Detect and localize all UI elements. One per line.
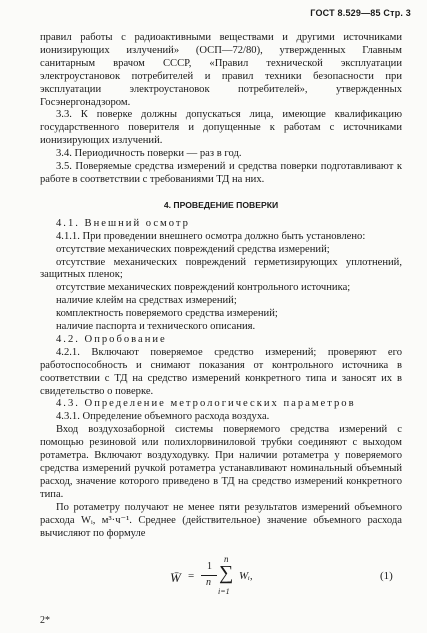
page-header: ГОСТ 8.529—85 Стр. 3 [310,8,411,18]
paragraph-4-3-1: 4.3.1. Определение объемного расхода воздуха. [56,411,270,423]
formula-sum-sign: ∑ [219,562,234,584]
formula-fraction-bar [201,575,217,576]
formula-sum-lower: i=1 [218,587,230,596]
section-title: 4. ПРОВЕДЕНИЕ ПОВЕРКИ [163,199,279,210]
formula-fraction-denominator: n [206,577,211,588]
subsection-4-2: 4.2. Опробование [56,333,167,345]
formula-lhs: W̄ [170,570,181,585]
formula-equals: = [188,570,195,582]
formula-1 [100,556,402,600]
body-text [40,32,402,540]
formula-term: Wᵢ, [239,570,253,582]
page-footer-mark: 2* [40,615,50,626]
paragraph-osp-continuation: правил работы с радиоактивными веществами и другими источниками ионизирующих излучений» (ОСП—72/80), утвержденных Главным санитарным врачом СССР, «Правил технической эксплуатации электроустановок потребителей и правил техники безопасности при эксплуатации электроустановок потребителей», утвержденных Госэнергонадзором. [40,32,402,108]
list-item: отсутствие механических повреждений средства измерений; [56,243,330,255]
list-item: отсутствие механических повреждений контрольного источника; [56,282,351,294]
paragraph-3-3: 3.3. К поверке должны допускаться лица, имеющие квалификацию государственного поверителя и допущенные к работам с источниками ионизирующих излучений. [40,109,402,147]
paragraph-3-4: 3.4. Периодичность поверки — раз в год. [56,148,242,160]
paragraph-4-1-1: 4.1.1. При проведении внешнего осмотра должно быть установлено: [56,230,366,242]
formula-fraction-numerator: 1 [207,561,212,572]
list-item: отсутствие механических повреждений герметизирующих уплотнений, защитных пленок; [40,256,402,281]
list-item: наличие паспорта и технического описания. [56,321,256,333]
list-item: наличие клейм на средствах измерений; [56,295,237,307]
formula-number: (1) [380,570,393,582]
formula-sum-upper: n [224,554,229,564]
paragraph-4-2-1: 4.2.1. Включают поверяемое средство измерений; проверяют его работоспособность и снимают показания от контрольного источника в соответствии с ТД на средство измерений конкретного типа и заносят их в свидетельство о поверке. [40,346,402,397]
paragraph-4-3-1-procedure: Вход воздухозаборной системы поверяемого средства измерений с помощью резиновой или полихлорвиниловой трубки соединяют с выходом ротаметра. Включают воздуходувку. При наличии ротаметра у поверяемого средства измерений ручкой ротаметра устанавливают номинальный объемный расход, значение которого приведено в ТД на средство измерений конкретного типа. [40,424,402,500]
paragraph-3-5: 3.5. Поверяемые средства измерений и средства поверки подготавливают к работе в соответствии с требованиями ТД на них. [40,161,402,185]
paragraph-4-3-1-calculation: По ротаметру получают не менее пяти результатов измерений объемного расхода Wᵢ, м³·ч⁻¹. Среднее (действительное) значение объемного расхода вычисляют по формуле [40,501,402,539]
subsection-4-3: 4.3. Определение метрологических параметров [56,398,356,410]
subsection-4-1: 4.1. Внешний осмотр [56,217,190,229]
list-item: комплектность поверяемого средства измерений; [56,308,278,320]
